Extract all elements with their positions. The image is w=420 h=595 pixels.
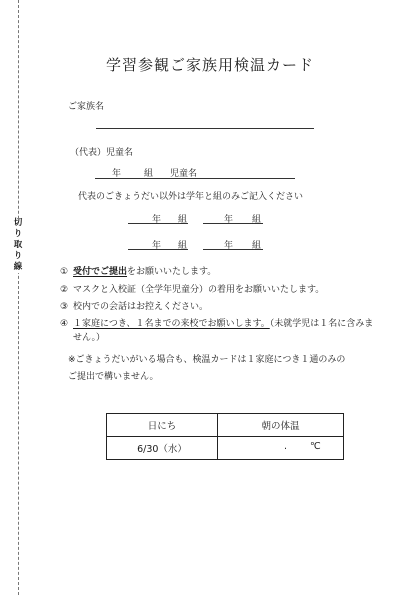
table-row: [107, 437, 344, 460]
sibling-class-label: 組: [252, 241, 262, 251]
representative-label: （代表）児童名: [70, 148, 134, 158]
rep-child-name-label: 児童名: [170, 169, 198, 179]
temperature-cell[interactable]: [218, 437, 344, 460]
header-temperature: 朝の体温: [218, 414, 344, 437]
sibling-class-label: 組: [178, 241, 188, 251]
note: ※ごきょうだいがいる場合も、検温カードは１家庭につき１通のみのご提出で構いません。: [68, 355, 346, 382]
table-header-row: [107, 414, 344, 437]
rep-class-label: 組: [144, 169, 154, 179]
sibling-field[interactable]: [203, 223, 263, 224]
card-title: 学習参観ご家族用検温カード: [105, 56, 314, 74]
temperature-table: [106, 413, 344, 460]
sibling-field[interactable]: [128, 223, 188, 224]
rule-2: ② マスクと入校証（全学年児童分）の着用をお願いいたします。: [60, 285, 325, 295]
sibling-field[interactable]: [203, 249, 263, 250]
rep-child-field[interactable]: [95, 178, 295, 179]
family-name-label: ご家族名: [68, 102, 105, 112]
cut-line-label: 切 り 取 り 線: [11, 218, 25, 273]
rep-grade-label: 年: [112, 169, 122, 179]
date-cell: 6/30（水）: [107, 437, 218, 460]
rule-1: ① 受付でご提出をお願いいたします。: [60, 267, 217, 277]
sibling-grade-label: 年: [224, 215, 234, 225]
siblings-instruction: 代表のごきょうだい以外は学年と組のみご記入ください: [78, 192, 304, 202]
rule-3: ③ 校内での会話はお控えください。: [60, 302, 209, 312]
sibling-grade-label: 年: [152, 241, 162, 251]
sibling-grade-label: 年: [152, 215, 162, 225]
cut-line: [18, 0, 19, 595]
rule-underlined: １家庭につき、１名までの来校でお願いします。: [73, 319, 270, 329]
family-name-field[interactable]: [96, 128, 314, 129]
rule-emphasis: 受付でご提出: [73, 267, 128, 277]
sibling-class-label: 組: [252, 215, 262, 225]
sibling-field[interactable]: [128, 249, 188, 250]
header-date: 日にち: [107, 414, 218, 437]
sibling-class-label: 組: [178, 215, 188, 225]
sibling-grade-label: 年: [224, 241, 234, 251]
temperature-unit: ℃: [310, 441, 321, 452]
rule-4: ④ １家庭につき、１名までの来校でお願いします。（未就学児は１名に含みません。）: [60, 319, 374, 343]
temperature-decimal-point: .: [284, 441, 288, 452]
